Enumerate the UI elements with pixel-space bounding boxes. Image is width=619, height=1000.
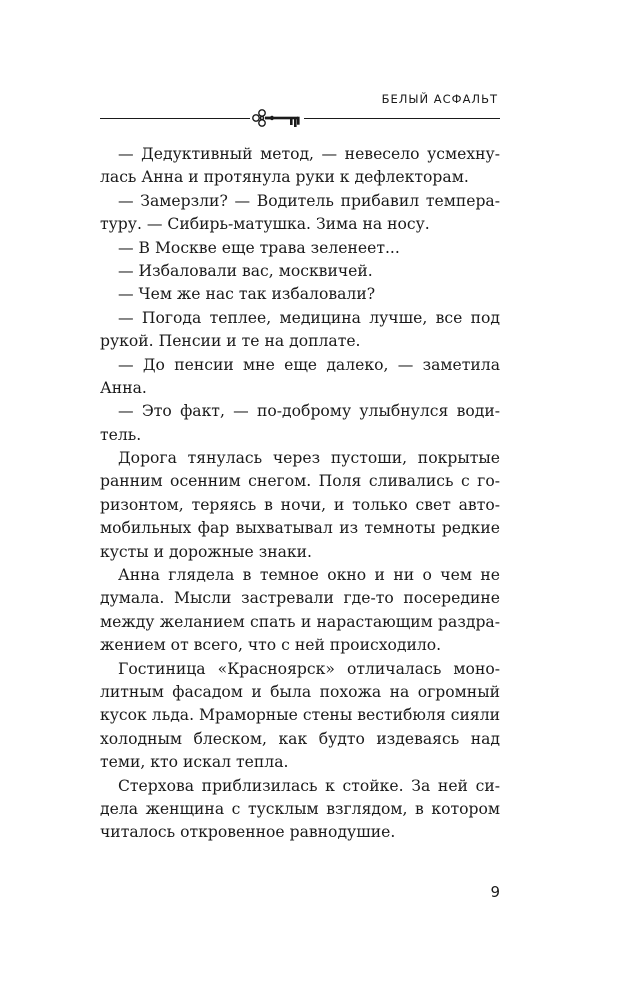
text-line: рукой. Пенсии и те на доплате.	[100, 332, 361, 351]
text-line: — Это факт, — по-доброму улыбнулся води-	[118, 402, 500, 421]
paragraph-12	[100, 775, 500, 845]
running-head: БЕЛЫЙ АСФАЛЬТ	[381, 92, 498, 106]
paragraph-4	[100, 260, 500, 283]
text-line: ранним осенним снегом. Поля сливались с го-	[100, 472, 500, 491]
text-line: читалось откровенное равнодушие.	[100, 823, 396, 842]
text-line: Дорога тянулась через пустоши, покрытые	[118, 449, 500, 468]
text-line: — Погода теплее, медицина лучше, все под	[118, 308, 500, 327]
text-line: жением от всего, что с ней происходило.	[100, 636, 442, 655]
text-line: кусок льда. Мраморные стены вестибюля сияли	[100, 706, 500, 725]
text-line: лась Анна и протянула руки к дефлекторам.	[100, 168, 469, 187]
text-line: — Дедуктивный метод, — невесело усмехну-	[118, 145, 500, 163]
header-rule-right	[304, 118, 500, 119]
text-line: — До пенсии мне еще далеко, — заметила	[118, 355, 500, 374]
paragraph-1	[100, 143, 500, 190]
text-line: — В Москве еще трава зеленеет...	[118, 238, 400, 257]
paragraph-3	[100, 237, 500, 260]
paragraph-2	[100, 190, 500, 237]
text-line: литным фасадом и была похожа на огромный	[100, 682, 500, 701]
paragraph-6	[100, 307, 500, 354]
text-line: думала. Мысли застревали где-то посередине	[100, 589, 500, 608]
page-number: 9	[490, 883, 500, 901]
text-line: — Избаловали вас, москвичей.	[118, 261, 373, 280]
paragraph-10	[100, 564, 500, 658]
text-line: тель.	[100, 425, 142, 444]
paragraph-7	[100, 354, 500, 401]
paragraph-11	[100, 658, 500, 775]
text-line: Анна глядела в темное окно и ни о чем не	[118, 566, 500, 585]
text-line: Стерхова приблизилась к стойке. За ней си-	[118, 776, 500, 795]
text-line: дела женщина с тусклым взглядом, в котором	[100, 799, 500, 818]
paragraph-5	[100, 283, 500, 306]
text-line: мобильных фар выхватывал из темноты редкие	[100, 519, 500, 538]
text-line: между желанием спать и нарастающим раздра-	[100, 612, 500, 631]
text-line: кусты и дорожные знаки.	[100, 542, 312, 561]
text-line: теми, кто искал тепла.	[100, 753, 289, 772]
key-icon	[250, 108, 304, 130]
paragraph-9	[100, 447, 500, 564]
text-line: Анна.	[100, 378, 147, 397]
body-text	[100, 143, 500, 845]
paragraph-8	[100, 400, 500, 447]
text-line: туру. — Сибирь-матушка. Зима на носу.	[100, 215, 430, 234]
text-line: — Чем же нас так избаловали?	[118, 285, 376, 304]
header-rule-left	[100, 118, 250, 119]
text-line: Гостиница «Красноярск» отличалась моно-	[118, 659, 500, 678]
text-line: холодным блеском, как будто издеваясь над	[100, 729, 500, 748]
text-line: — Замерзли? — Водитель прибавил темпера-	[118, 191, 500, 210]
text-line: ризонтом, теряясь в ночи, и только свет авто-	[100, 495, 500, 514]
